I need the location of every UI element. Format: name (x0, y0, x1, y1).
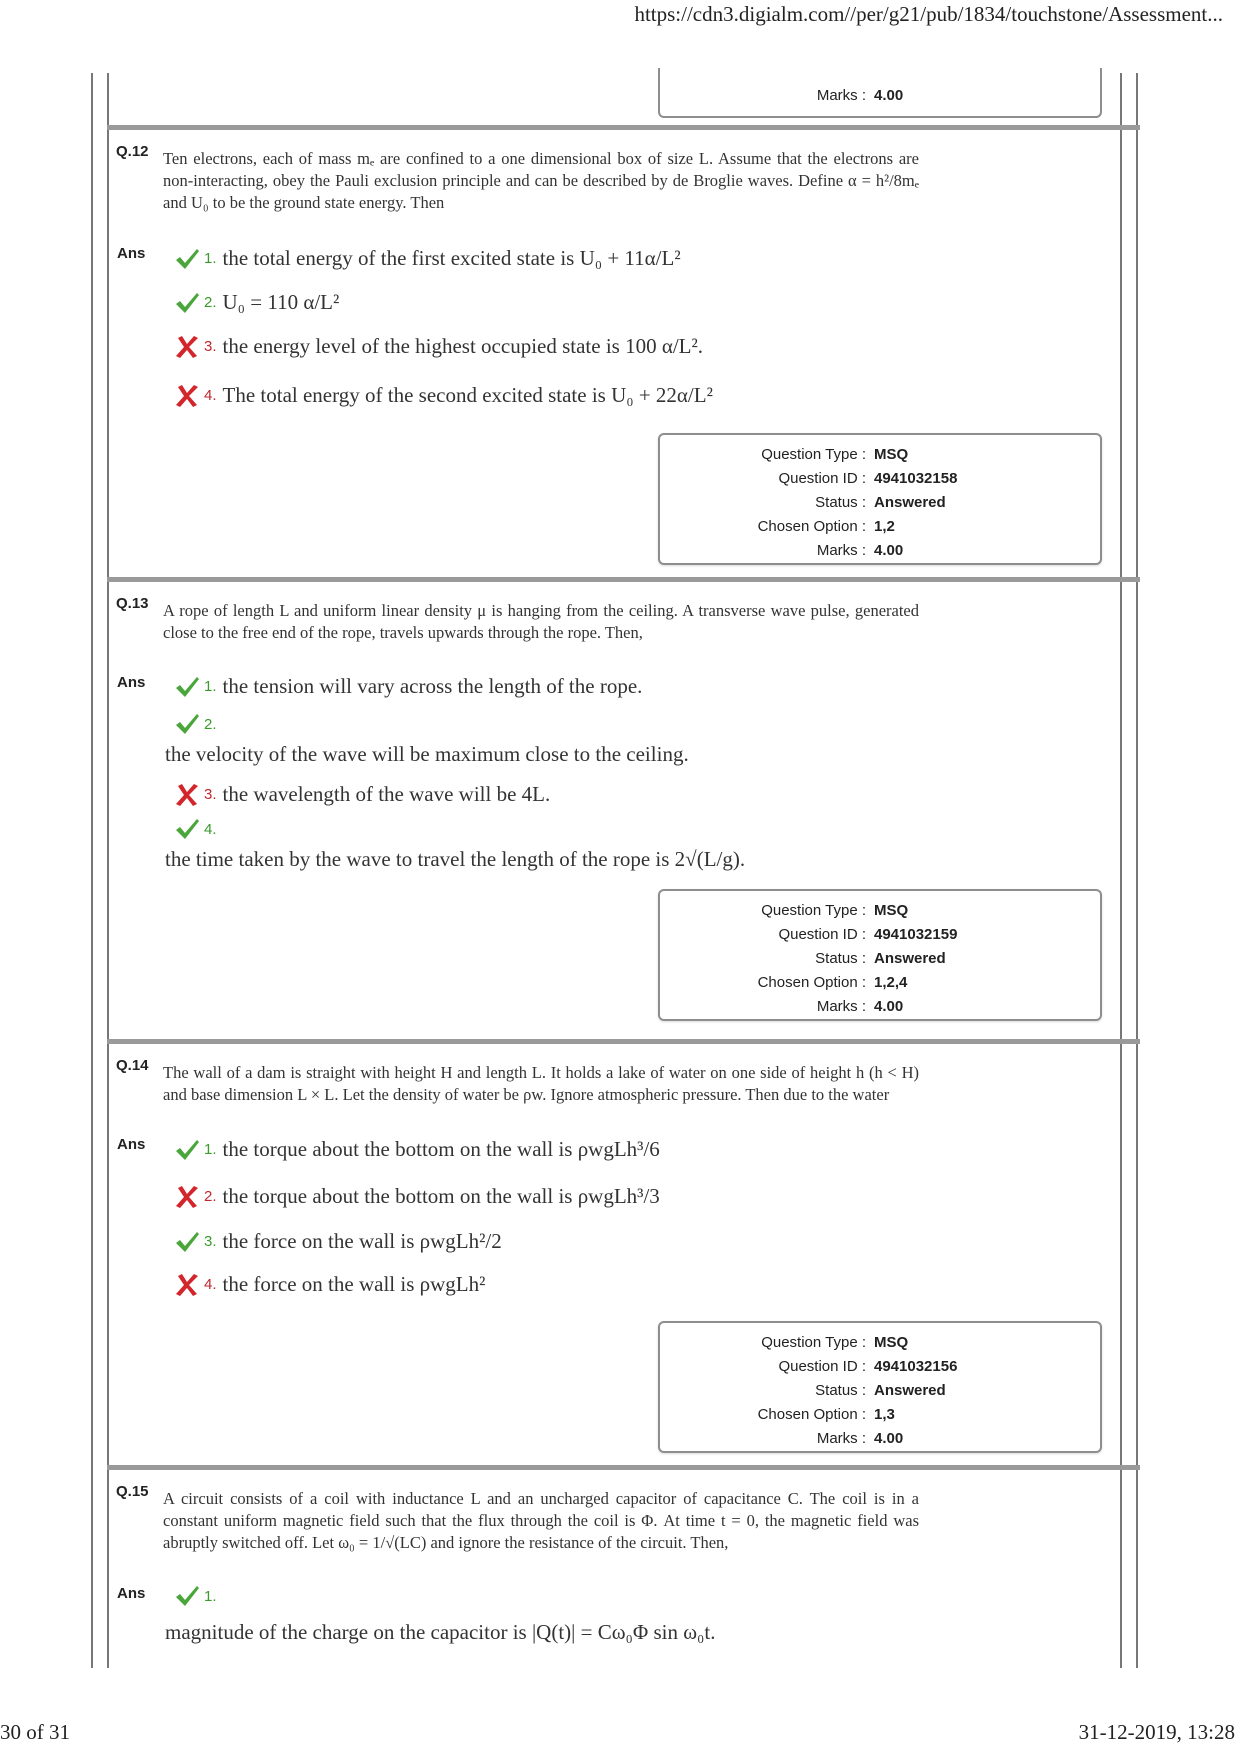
question-id-label: Question ID : (778, 926, 866, 943)
chosen-option-label: Chosen Option : (757, 1406, 866, 1423)
option-number: 2. (204, 1188, 217, 1205)
print-datetime: 31-12-2019, 13:28 (1078, 1720, 1235, 1744)
option-number: 4. (204, 1276, 217, 1293)
option-3 (174, 334, 703, 359)
status-label: Status : (815, 1382, 866, 1399)
check-icon (174, 1584, 200, 1608)
cross-icon (174, 1185, 200, 1209)
option-number: 3. (204, 786, 217, 803)
option-1 (174, 1137, 660, 1162)
option-number: 1. (204, 1587, 217, 1605)
option-3 (174, 1229, 502, 1254)
option-number: 3. (204, 338, 217, 355)
question-number: Q.15 (116, 1483, 149, 1500)
option-2 (174, 1184, 660, 1209)
status-value: Answered (874, 1382, 946, 1399)
question-type-label: Question Type : (761, 446, 866, 463)
marks-value: 4.00 (874, 1430, 904, 1447)
ans-label: Ans (117, 245, 146, 262)
marks-label: Marks : (816, 542, 866, 559)
question-type-value: MSQ (874, 902, 909, 919)
chosen-option-value: 1,2 (874, 518, 895, 535)
marks-label: Marks : (816, 998, 866, 1015)
option-text: the force on the wall is ρwgLh²/2 (222, 1229, 502, 1253)
page-count: 30 of 31 (0, 1720, 70, 1744)
chosen-option-label: Chosen Option : (757, 974, 866, 991)
option-text: the force on the wall is ρwgLh² (222, 1272, 486, 1296)
ans-label: Ans (117, 1136, 146, 1153)
check-icon (174, 247, 200, 271)
option-3 (174, 782, 550, 807)
option-number: 2. (204, 294, 217, 311)
option-number: 2. (204, 715, 217, 733)
option-1 (174, 246, 681, 271)
check-icon (174, 1230, 200, 1254)
option-number: 1. (204, 678, 217, 695)
marks-value: 4.00 (874, 542, 904, 559)
question-number: Q.12 (116, 143, 149, 160)
question-14 (107, 1039, 1140, 1468)
option-number: 1. (204, 250, 217, 267)
chosen-option-value: 1,2,4 (874, 974, 908, 991)
check-icon (174, 291, 200, 315)
option-number: 4. (204, 820, 217, 838)
option-4 (174, 817, 223, 841)
status-label: Status : (815, 950, 866, 967)
question-type-label: Question Type : (761, 1334, 866, 1351)
question-text: The wall of a dam is straight with height H and length L. It holds a lake of water on one side of height h (h < H) and base dimension L × L. Let the density of water be ρw. Ignore atmospheric pressure. Then due to the water (163, 1063, 919, 1104)
ans-label: Ans (117, 1585, 146, 1602)
option-2 (174, 290, 339, 315)
option-1 (174, 674, 642, 699)
option-number: 3. (204, 1233, 217, 1250)
check-icon (174, 817, 200, 841)
option-number: 4. (204, 387, 217, 404)
option-1 (174, 1584, 223, 1608)
status-value: Answered (874, 950, 946, 967)
prev-info-box (658, 68, 1102, 118)
option-4 (174, 1272, 485, 1297)
option-text: magnitude of the charge on the capacitor is |Q(t)| = Cω₀Φ sin ω₀t. (165, 1620, 716, 1644)
status-label: Status : (815, 494, 866, 511)
question-15 (107, 1465, 1140, 1675)
option-2 (174, 712, 223, 736)
status-value: Answered (874, 494, 946, 511)
question-type-value: MSQ (874, 1334, 909, 1351)
question-text: Ten electrons, each of mass mₑ are confined to a one dimensional box of size L. Assume that the electrons are non-interacting, obey the Pauli exclusion principle and can be described by de Broglie waves. Define α = h²/8mₑ and U₀ to be the ground state energy. Then (163, 149, 919, 212)
question-number: Q.14 (116, 1057, 149, 1074)
marks-label: Marks : (816, 87, 866, 104)
question-text: A rope of length L and uniform linear density μ is hanging from the ceiling. A transverse wave pulse, generated close to the free end of the rope, travels upwards through the rope. Then, (163, 601, 919, 642)
question-type-value: MSQ (874, 446, 909, 463)
option-text: the wavelength of the wave will be 4L. (222, 782, 551, 806)
chosen-option-value: 1,3 (874, 1406, 895, 1423)
option-number: 1. (204, 1141, 217, 1158)
option-text: U₀ = 110 α/L² (222, 290, 340, 314)
question-id-label: Question ID : (778, 470, 866, 487)
option-text: the velocity of the wave will be maximum close to the ceiling. (165, 742, 689, 766)
question-12 (107, 125, 1140, 578)
question-info-box (658, 433, 1102, 565)
page-url: https://cdn3.digialm.com//per/g21/pub/1834/touchstone/Assessment... (634, 2, 1223, 26)
check-icon (174, 712, 200, 736)
cross-icon (174, 783, 200, 807)
question-id-label: Question ID : (778, 1358, 866, 1375)
option-text: the time taken by the wave to travel the length of the rope is 2√(L/g). (165, 847, 746, 871)
marks-value: 4.00 (874, 87, 904, 104)
option-text: the energy level of the highest occupied state is 100 α/L². (222, 334, 704, 358)
marks-label: Marks : (816, 1430, 866, 1447)
option-text: the torque about the bottom on the wall is ρwgLh³/3 (222, 1184, 660, 1208)
option-text: the torque about the bottom on the wall is ρwgLh³/6 (222, 1137, 660, 1161)
question-type-label: Question Type : (761, 902, 866, 919)
question-id-value: 4941032156 (874, 1358, 958, 1375)
question-text: A circuit consists of a coil with inductance L and an uncharged capacitor of capacitance C. The coil is in a constant uniform magnetic field such that the flux through the coil is Φ. At time t = 0, the magnetic field was abruptly switched off. Let ω₀ = 1/√(LC) and ignore the resistance of the circuit. Then, (163, 1489, 919, 1552)
question-number: Q.13 (116, 595, 149, 612)
check-icon (174, 1138, 200, 1162)
ans-label: Ans (117, 674, 146, 691)
question-id-value: 4941032159 (874, 926, 958, 943)
cross-icon (174, 335, 200, 359)
question-id-value: 4941032158 (874, 470, 958, 487)
question-info-box (658, 889, 1102, 1021)
check-icon (174, 675, 200, 699)
option-4 (174, 383, 713, 408)
question-info-box (658, 1321, 1102, 1453)
option-text: the total energy of the first excited state is U₀ + 11α/L² (222, 246, 681, 270)
marks-value: 4.00 (874, 998, 904, 1015)
option-text: the tension will vary across the length of the rope. (222, 674, 643, 698)
option-text: The total energy of the second excited state is U₀ + 22α/L² (222, 383, 713, 407)
question-13 (107, 577, 1140, 1042)
cross-icon (174, 1273, 200, 1297)
cross-icon (174, 384, 200, 408)
frame-left-outer (91, 73, 93, 1668)
chosen-option-label: Chosen Option : (757, 518, 866, 535)
